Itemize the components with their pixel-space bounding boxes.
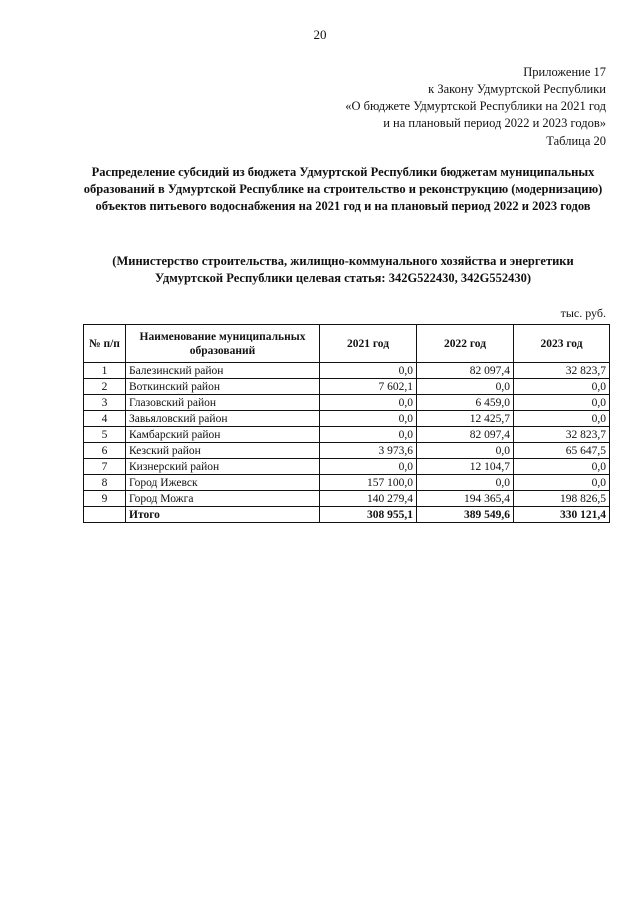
row-2022: 0,0 bbox=[417, 379, 514, 395]
header-2021: 2021 год bbox=[320, 325, 417, 363]
appendix-header bbox=[345, 64, 606, 132]
total-2023: 330 121,4 bbox=[514, 507, 610, 523]
table-row bbox=[84, 395, 610, 411]
row-num: 3 bbox=[84, 395, 126, 411]
total-2021: 308 955,1 bbox=[320, 507, 417, 523]
row-2023: 0,0 bbox=[514, 379, 610, 395]
row-name: Завьяловский район bbox=[126, 411, 320, 427]
row-2023: 65 647,5 bbox=[514, 443, 610, 459]
appendix-line: к Закону Удмуртской Республики bbox=[428, 82, 606, 96]
row-2023: 198 826,5 bbox=[514, 491, 610, 507]
row-2021: 0,0 bbox=[320, 427, 417, 443]
table-row bbox=[84, 411, 610, 427]
row-num: 9 bbox=[84, 491, 126, 507]
row-name: Город Можга bbox=[126, 491, 320, 507]
ministry-line: Удмуртской Республики целевая статья: 342G522430, 342G552430) bbox=[154, 271, 532, 285]
row-2021: 157 100,0 bbox=[320, 475, 417, 491]
row-2023: 32 823,7 bbox=[514, 427, 610, 443]
row-name: Кизнерский район bbox=[126, 459, 320, 475]
table-label: Таблица 20 bbox=[546, 134, 606, 148]
table-header-row bbox=[84, 325, 610, 363]
row-name: Балезинский район bbox=[126, 363, 320, 379]
row-2022: 12 425,7 bbox=[417, 411, 514, 427]
table-row bbox=[84, 379, 610, 395]
row-2022: 194 365,4 bbox=[417, 491, 514, 507]
row-2022: 0,0 bbox=[417, 475, 514, 491]
row-2022: 82 097,4 bbox=[417, 427, 514, 443]
row-name: Город Ижевск bbox=[126, 475, 320, 491]
row-2021: 140 279,4 bbox=[320, 491, 417, 507]
table-total-row bbox=[84, 507, 610, 523]
header-num: № п/п bbox=[84, 325, 126, 363]
row-2021: 0,0 bbox=[320, 411, 417, 427]
table-row bbox=[84, 427, 610, 443]
row-2021: 7 602,1 bbox=[320, 379, 417, 395]
subsidy-table bbox=[83, 324, 610, 523]
ministry-subtitle bbox=[60, 253, 626, 287]
row-2023: 0,0 bbox=[514, 411, 610, 427]
header-2023: 2023 год bbox=[514, 325, 610, 363]
table-row bbox=[84, 443, 610, 459]
row-2022: 0,0 bbox=[417, 443, 514, 459]
row-2023: 0,0 bbox=[514, 475, 610, 491]
table-row bbox=[84, 475, 610, 491]
header-name: Наименование муниципальных образований bbox=[126, 325, 320, 363]
row-name: Воткинский район bbox=[126, 379, 320, 395]
row-num: 6 bbox=[84, 443, 126, 459]
row-num: 2 bbox=[84, 379, 126, 395]
appendix-line: и на плановый период 2022 и 2023 годов» bbox=[383, 116, 606, 130]
row-2021: 0,0 bbox=[320, 395, 417, 411]
row-2021: 0,0 bbox=[320, 459, 417, 475]
units-label: тыс. руб. bbox=[560, 306, 606, 320]
header-2022: 2022 год bbox=[417, 325, 514, 363]
row-2023: 0,0 bbox=[514, 395, 610, 411]
total-2022: 389 549,6 bbox=[417, 507, 514, 523]
total-label: Итого bbox=[126, 507, 320, 523]
table-row bbox=[84, 491, 610, 507]
title-line: объектов питьевого водоснабжения на 2021 год и на плановый период 2022 и 2023 годов bbox=[95, 199, 591, 213]
row-2021: 0,0 bbox=[320, 363, 417, 379]
row-name: Кезский район bbox=[126, 443, 320, 459]
table-row bbox=[84, 363, 610, 379]
title-line: Распределение субсидий из бюджета Удмуртской Республики бюджетам муниципальных bbox=[91, 165, 595, 179]
row-2022: 82 097,4 bbox=[417, 363, 514, 379]
page-number: 20 bbox=[313, 27, 327, 42]
table-row bbox=[84, 459, 610, 475]
title-line: образований в Удмуртской Республике на строительство и реконструкцию (модернизацию) bbox=[83, 182, 603, 196]
row-name: Глазовский район bbox=[126, 395, 320, 411]
row-2022: 12 104,7 bbox=[417, 459, 514, 475]
row-num: 4 bbox=[84, 411, 126, 427]
total-num-cell bbox=[84, 507, 126, 523]
row-num: 5 bbox=[84, 427, 126, 443]
row-2022: 6 459,0 bbox=[417, 395, 514, 411]
appendix-line: Приложение 17 bbox=[523, 65, 606, 79]
row-name: Камбарский район bbox=[126, 427, 320, 443]
row-2021: 3 973,6 bbox=[320, 443, 417, 459]
row-2023: 32 823,7 bbox=[514, 363, 610, 379]
appendix-line: «О бюджете Удмуртской Республики на 2021 год bbox=[345, 99, 606, 113]
row-num: 8 bbox=[84, 475, 126, 491]
row-2023: 0,0 bbox=[514, 459, 610, 475]
ministry-line: (Министерство строительства, жилищно-коммунального хозяйства и энергетики bbox=[112, 254, 574, 268]
row-num: 7 bbox=[84, 459, 126, 475]
row-num: 1 bbox=[84, 363, 126, 379]
document-title bbox=[60, 164, 626, 215]
